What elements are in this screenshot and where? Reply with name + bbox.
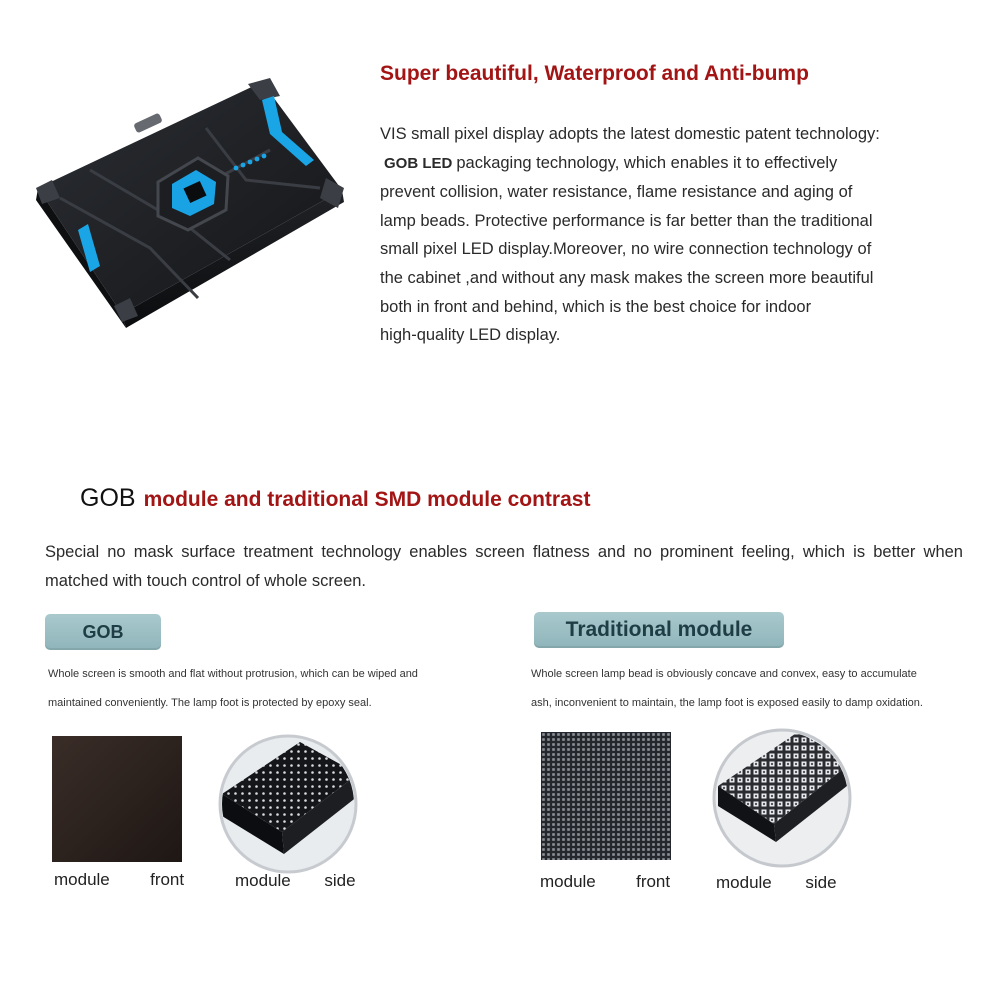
traditional-note	[531, 660, 981, 718]
gob-front-caption: module front	[54, 870, 185, 889]
led-cabinet-image	[30, 70, 350, 330]
desc-line: both in front and behind, which is the best choice for indoor	[380, 297, 812, 316]
section-description	[380, 120, 970, 350]
traditional-front-caption: module front	[540, 872, 671, 891]
traditional-module-side-image	[712, 728, 852, 868]
headline-gob-word: GOB	[80, 484, 136, 512]
desc-line: VIS small pixel display adopts the latest domestic patent technology:	[380, 125, 880, 143]
comparison-headline	[80, 484, 590, 513]
gob-module-front-image	[52, 736, 182, 862]
traditional-note-line: ash, inconvenient to maintain, the lamp foot is exposed easily to damp oxidation.	[531, 697, 923, 709]
comparison-description: Special no mask surface treatment technology enables screen flatness and no prominent feeling, which is better when matched with touch control of whole screen.	[45, 543, 963, 590]
gob-tag: GOB	[45, 614, 161, 650]
desc-line: the cabinet ,and without any mask makes the screen more beautiful	[380, 268, 874, 287]
desc-line: prevent collision, water resistance, flame resistance and aging of	[380, 183, 853, 202]
gob-note-line: maintained conveniently. The lamp foot is protected by epoxy seal.	[48, 697, 372, 709]
desc-line: high-quality LED display.	[380, 326, 561, 345]
traditional-note-line: Whole screen lamp bead is obviously concave and convex, easy to accumulate	[531, 668, 917, 680]
gob-note-line: Whole screen is smooth and flat without protrusion, which can be wiped and	[48, 668, 418, 680]
gob-side-caption: module side	[235, 871, 356, 890]
desc-line-gob: GOB LED packaging technology, which enables it to effectively	[384, 153, 838, 172]
headline-red-text: module and traditional SMD module contrast	[143, 488, 591, 511]
gob-module-side-image	[218, 734, 358, 874]
gob-led-label: GOB LED	[384, 154, 453, 172]
traditional-tag: Traditional module	[534, 612, 784, 648]
traditional-side-caption: module side	[716, 873, 837, 892]
gob-note	[48, 660, 478, 718]
section-headline: Super beautiful, Waterproof and Anti-bump	[380, 62, 809, 85]
desc-line: lamp beads. Protective performance is far better than the traditional	[380, 211, 873, 230]
traditional-module-front-image	[541, 732, 671, 860]
desc-line: small pixel LED display.Moreover, no wire connection technology of	[380, 240, 872, 259]
